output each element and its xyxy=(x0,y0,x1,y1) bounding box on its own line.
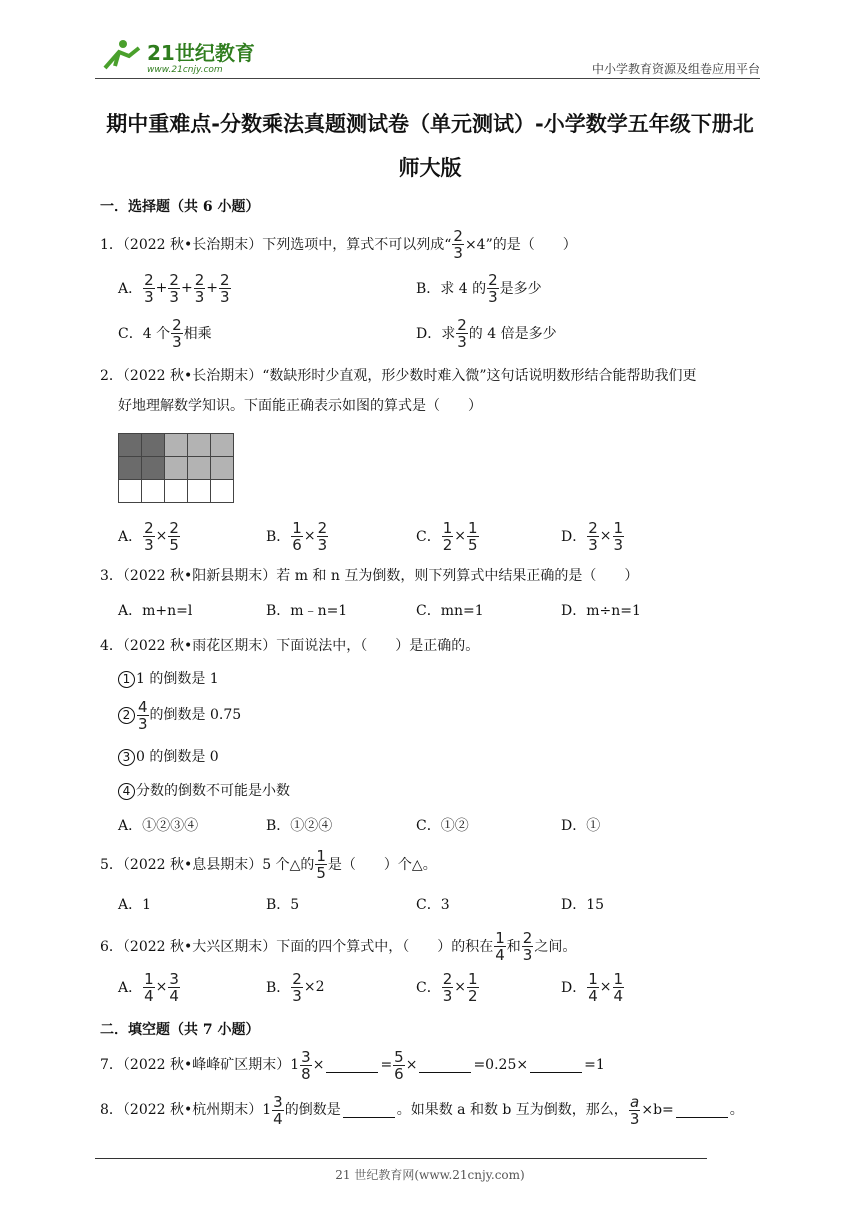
logo-icon xyxy=(95,38,265,74)
option-d[interactable]: D．① xyxy=(561,818,601,834)
option-a[interactable]: A．1 xyxy=(118,897,152,913)
question-8: 8．（2022 秋•杭州期末）1 $\frac{3}{4}$ 的倒数是 。如果数 a 和数 b 互为倒数，那么， $\frac{a}{3}$ ×b= 。 xyxy=(100,1092,744,1128)
option-c[interactable]: C． $\frac{2}{3}$ × $\frac{1}{2}$ xyxy=(416,969,478,1005)
option-a[interactable]: A． $\frac{1}{4}$ × $\frac{3}{4}$ xyxy=(118,969,179,1005)
question-1: 1．（2022 秋•长治期末）下列选项中，算式不可以列成“ $\frac{2}{3}$ ×4”的是（ ） xyxy=(100,227,577,262)
option-c[interactable]: C． $\frac{1}{2}$ × $\frac{1}{5}$ xyxy=(416,518,478,554)
answer-blank[interactable] xyxy=(530,1058,582,1073)
statement-3: 3 0 的倒数是 0 xyxy=(118,747,788,767)
question-7: 7．（2022 秋•峰峰矿区期末）1 $\frac{3}{8}$ × = $\frac{5}{6}$ × =0.25× =1 xyxy=(100,1047,605,1083)
option-d[interactable]: D．求 $\frac{2}{3}$ 的 4 倍是多少 xyxy=(416,315,557,351)
option-c[interactable]: C．4 个 $\frac{2}{3}$ 相乘 xyxy=(118,315,212,351)
section-heading-fill: 二．填空题（共 7 小题） xyxy=(100,1022,260,1038)
statement-1: 1 1 的倒数是 1 xyxy=(118,669,788,689)
answer-blank[interactable] xyxy=(343,1103,395,1118)
option-a[interactable]: A． $\frac{2}{3}$ × $\frac{2}{5}$ xyxy=(118,518,179,554)
question-2-line1: 2．（2022 秋•长治期末）“数缺形时少直观，形少数时难入微”这句话说明数形结合能帮助我们更 xyxy=(100,368,697,384)
question-5: 5．（2022 秋•息县期末）5 个△的 $\frac{1}{5}$ 是（ ）个△。 xyxy=(100,847,437,882)
answer-blank[interactable] xyxy=(326,1058,378,1073)
option-c[interactable]: C．①② xyxy=(416,818,469,834)
statement-4: 4 分数的倒数不可能是小数 xyxy=(118,781,788,801)
svg-text:21世纪教育: 21世纪教育 xyxy=(147,41,255,65)
option-b[interactable]: B． $\frac{2}{3}$ ×2 xyxy=(266,969,325,1005)
footer-text: 21 世纪教育网(www.21cnjy.com) xyxy=(335,1168,525,1182)
option-a[interactable]: A．①②③④ xyxy=(118,818,199,834)
shaded-grid-figure xyxy=(118,433,234,503)
question-2-options xyxy=(118,516,778,556)
question-2-line2: 好地理解数学知识。下面能正确表示如图的算式是（ ） xyxy=(118,398,482,414)
question-6-options xyxy=(118,967,778,1007)
fraction: $\frac{2}{3}$ xyxy=(453,227,463,262)
option-b[interactable]: B．5 xyxy=(266,897,300,913)
section-heading-choice: 一．选择题（共 6 小题） xyxy=(100,199,260,215)
footer-divider xyxy=(95,1158,707,1159)
option-d[interactable]: D．15 xyxy=(561,897,605,913)
question-6: 6．（2022 秋•大兴区期末）下面的四个算式中，（ ）的积在 $\frac{1}{4}$ 和 $\frac{2}{3}$ 之间。 xyxy=(100,929,577,964)
option-d[interactable]: D． $\frac{1}{4}$ × $\frac{1}{4}$ xyxy=(561,969,624,1005)
header-divider xyxy=(95,78,760,79)
question-3: 3．（2022 秋•阳新县期末）若 m 和 n 互为倒数，则下列算式中结果正确的是（ ） xyxy=(100,568,639,584)
option-d[interactable]: D．m÷n=1 xyxy=(561,603,641,619)
question-4-options xyxy=(118,805,778,845)
svg-text:www.21cnjy.com: www.21cnjy.com xyxy=(147,65,223,74)
question-4: 4．（2022 秋•雨花区期末）下面说法中，（ ）是正确的。 xyxy=(100,638,480,654)
question-5-options xyxy=(118,884,778,924)
answer-blank[interactable] xyxy=(676,1103,728,1118)
page-header xyxy=(95,30,760,80)
question-1-options-row2 xyxy=(118,313,778,353)
statement-2: 2 $\frac{4}{3}$ 的倒数是 0.75 xyxy=(118,700,788,730)
option-c[interactable]: C．3 xyxy=(416,897,450,913)
page-title-line2: 师大版 xyxy=(398,156,462,180)
answer-blank[interactable] xyxy=(419,1058,471,1073)
option-c[interactable]: C．mn=1 xyxy=(416,603,484,619)
question-1-options-row1 xyxy=(118,268,778,308)
option-b[interactable]: B．m﹣n=1 xyxy=(266,603,348,619)
option-d[interactable]: D． $\frac{2}{3}$ × $\frac{1}{3}$ xyxy=(561,518,624,554)
option-b[interactable]: B． $\frac{1}{6}$ × $\frac{2}{3}$ xyxy=(266,518,328,554)
option-a[interactable]: A．m+n=l xyxy=(118,603,193,619)
option-a[interactable]: A． $\frac{2}{3}$ + $\frac{2}{3}$ + $\frac{2}{3}$ + $\frac{2}{3}$ xyxy=(118,270,230,306)
question-3-options xyxy=(118,590,778,630)
platform-name: 中小学教育资源及组卷应用平台 xyxy=(591,62,760,76)
page-title-line1: 期中重难点-分数乘法真题测试卷（单元测试）-小学数学五年级下册北 xyxy=(106,112,754,136)
option-b[interactable]: B．求 4 的 $\frac{2}{3}$ 是多少 xyxy=(416,270,542,306)
option-b[interactable]: B．①②④ xyxy=(266,818,333,834)
